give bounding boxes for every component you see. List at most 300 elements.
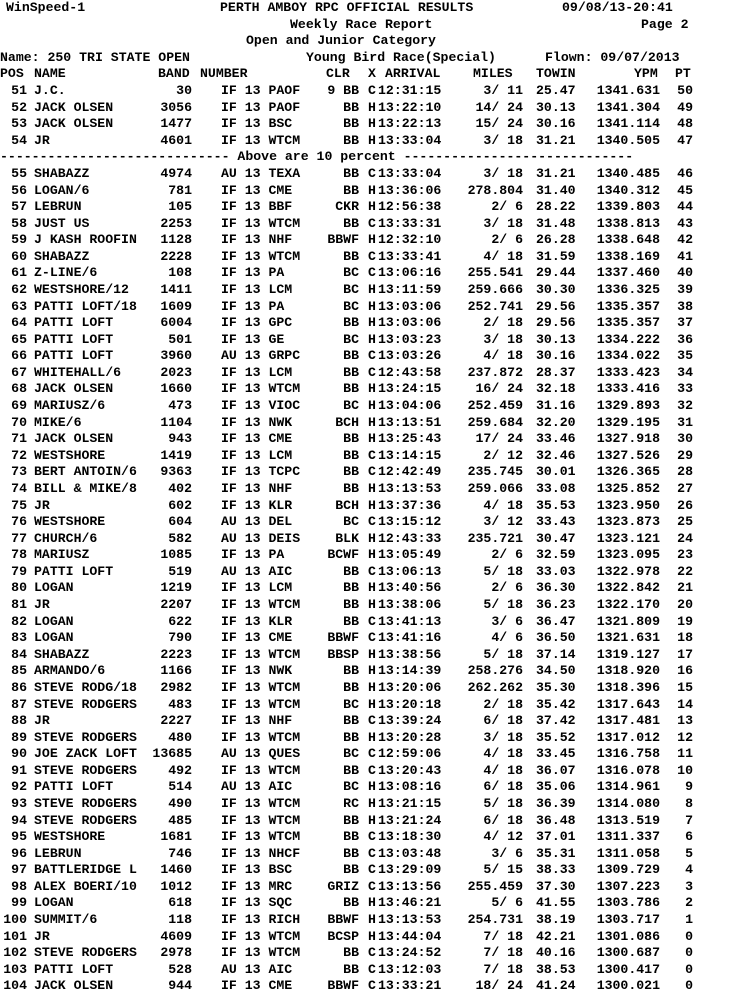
row-color: BC [343, 265, 359, 281]
row-band: 781 [168, 182, 192, 198]
result-row [0, 365, 739, 381]
row-band: 30 [176, 83, 192, 98]
row-points: 13 [677, 713, 693, 728]
row-miles: 5/ 6 [491, 895, 523, 911]
row-miles: 3/ 18 [483, 165, 523, 181]
row-band: 473 [168, 398, 192, 413]
result-row [0, 962, 739, 978]
row-sex: C [368, 978, 376, 994]
row-towin: 26.28 [536, 232, 576, 248]
row-ypm: 1322.842 [596, 580, 660, 596]
row-band: 1012 [160, 878, 192, 894]
row-points: 18 [677, 630, 693, 646]
row-pos: 78 [11, 547, 27, 563]
col-arrival: ARRIVAL [385, 66, 441, 81]
row-towin: 36.47 [536, 613, 576, 629]
category-title: Open and Junior Category [246, 33, 436, 48]
row-number: IF 13 GPC [221, 315, 293, 331]
row-arrival: 13:13:51 [378, 414, 442, 430]
row-pos: 102 [3, 945, 27, 961]
row-name: MARIUSZ/6 [34, 398, 106, 413]
row-points: 47 [677, 132, 693, 148]
row-color: CKR [335, 199, 359, 215]
row-color: BB [343, 99, 359, 115]
col-band: BAND [158, 66, 190, 81]
row-sex: C [368, 961, 376, 977]
flown-date: Flown: 09/07/2013 [545, 50, 680, 65]
row-pos: 60 [11, 248, 27, 264]
result-row [0, 415, 739, 431]
row-points: 6 [685, 829, 693, 845]
row-ypm: 1335.357 [596, 298, 660, 314]
row-sex: H [368, 298, 376, 314]
row-towin: 37.42 [536, 713, 576, 728]
row-arrival: 13:46:21 [378, 895, 442, 911]
row-towin: 32.46 [536, 447, 576, 463]
row-points: 19 [677, 613, 693, 629]
row-points: 41 [677, 248, 693, 264]
row-miles: 7/ 18 [483, 961, 523, 977]
row-pos: 66 [11, 348, 27, 364]
col-pt: PT [675, 66, 691, 81]
row-ypm: 1321.631 [596, 630, 660, 646]
row-towin: 33.43 [536, 514, 576, 530]
row-pos: 92 [11, 779, 27, 795]
row-miles: 2/ 6 [491, 199, 523, 215]
row-number: IF 13 NHF [221, 480, 293, 496]
row-arrival: 13:13:53 [378, 912, 442, 927]
row-pos: 69 [11, 398, 27, 413]
row-pos: 71 [11, 431, 27, 447]
row-pos: 85 [11, 663, 27, 679]
row-sex: C [368, 878, 376, 894]
row-number: IF 13 WTCM [221, 928, 301, 944]
row-pos: 97 [11, 862, 27, 878]
row-band: 790 [168, 630, 192, 646]
row-arrival: 13:13:56 [378, 878, 442, 894]
row-towin: 32.59 [536, 547, 576, 563]
row-miles: 2/ 18 [483, 315, 523, 331]
row-name: SHABAZZ [34, 165, 90, 181]
row-band: 1477 [160, 116, 192, 132]
row-arrival: 13:44:04 [378, 928, 442, 944]
row-sex: H [368, 182, 376, 198]
row-miles: 14/ 24 [475, 99, 523, 115]
row-towin: 30.13 [536, 99, 576, 115]
row-pos: 64 [11, 315, 27, 331]
row-band: 485 [168, 812, 192, 828]
row-miles: 16/ 24 [475, 381, 523, 397]
row-towin: 33.45 [536, 746, 576, 762]
row-band: 1419 [160, 447, 192, 463]
row-band: 480 [168, 729, 192, 745]
row-name: WESTSHORE [34, 829, 106, 845]
row-band: 1609 [160, 298, 192, 314]
result-row [0, 282, 739, 298]
row-towin: 33.46 [536, 431, 576, 447]
row-color: BC [343, 331, 359, 347]
row-number: IF 13 WTCM [221, 762, 301, 778]
row-name: CHURCH/6 [34, 530, 98, 546]
row-name: JR [34, 928, 50, 944]
col-ypm: YPM [634, 66, 658, 81]
row-miles: 252.741 [467, 298, 523, 314]
row-points: 42 [677, 232, 693, 248]
row-sex: H [368, 779, 376, 795]
row-arrival: 13:21:24 [378, 812, 442, 828]
result-row [0, 216, 739, 232]
row-towin: 37.30 [536, 878, 576, 894]
row-miles: 4/ 12 [483, 829, 523, 845]
row-color: BB [343, 580, 359, 596]
row-miles: 252.459 [467, 398, 523, 413]
row-towin: 30.01 [536, 464, 576, 480]
result-row [0, 299, 739, 315]
row-ypm: 1322.170 [596, 597, 660, 612]
row-ypm: 1333.416 [596, 381, 660, 397]
row-points: 39 [677, 282, 693, 297]
row-arrival: 13:29:09 [378, 862, 442, 878]
row-name: LOGAN [34, 895, 74, 911]
row-arrival: 13:15:12 [378, 514, 442, 530]
row-number: IF 13 BSC [221, 116, 293, 132]
row-band: 622 [168, 613, 192, 629]
row-name: JACK OLSEN [34, 978, 114, 994]
row-points: 29 [677, 447, 693, 463]
row-name: STEVE RODGERS [34, 812, 137, 828]
row-arrival: 13:41:16 [378, 630, 442, 646]
row-towin: 32.18 [536, 381, 576, 397]
row-number: IF 13 BSC [221, 862, 293, 878]
result-row [0, 929, 739, 945]
row-band: 483 [168, 696, 192, 712]
result-row [0, 763, 739, 779]
row-pos: 61 [11, 265, 27, 281]
row-band: 2982 [160, 679, 192, 695]
row-ypm: 1316.758 [596, 746, 660, 762]
row-name: PATTI LOFT [34, 331, 114, 347]
row-arrival: 13:20:06 [378, 679, 442, 695]
row-sex: H [368, 530, 376, 546]
row-band: 582 [168, 530, 192, 546]
row-number: AU 13 QUES [221, 746, 301, 762]
row-name: LOGAN [34, 630, 74, 646]
row-number: AU 13 AIC [221, 961, 293, 977]
row-band: 492 [168, 762, 192, 778]
row-band: 604 [168, 514, 192, 530]
row-number: IF 13 GE [221, 331, 285, 347]
row-band: 1411 [160, 282, 192, 297]
result-row [0, 232, 739, 248]
row-pos: 100 [3, 912, 27, 927]
row-number: IF 13 BBF [221, 199, 293, 215]
row-number: IF 13 CME [221, 182, 293, 198]
row-sex: C [368, 563, 376, 579]
row-arrival: 12:32:10 [378, 232, 442, 248]
row-points: 49 [677, 99, 693, 115]
result-row [0, 348, 739, 364]
row-arrival: 13:36:06 [378, 182, 442, 198]
row-color: BC [343, 696, 359, 712]
row-arrival: 13:18:30 [378, 829, 442, 845]
row-number: IF 13 LCM [221, 282, 293, 297]
print-timestamp: 09/08/13-20:41 [562, 0, 673, 15]
row-name: JACK OLSEN [34, 381, 114, 397]
row-name: LOGAN/6 [34, 182, 90, 198]
row-name: ARMANDO/6 [34, 663, 106, 679]
row-name: JR [34, 497, 50, 513]
result-row [0, 547, 739, 563]
row-name: Z-LINE/6 [34, 265, 98, 281]
row-band: 746 [168, 845, 192, 861]
row-sex: H [368, 580, 376, 596]
row-number: IF 13 WTCM [221, 795, 301, 811]
row-arrival: 13:14:39 [378, 663, 442, 679]
row-number: IF 13 VIOC [221, 398, 301, 413]
row-band: 528 [168, 961, 192, 977]
row-towin: 36.23 [536, 597, 576, 612]
row-name: STEVE RODGERS [34, 795, 137, 811]
row-sex: H [368, 497, 376, 513]
row-number: IF 13 NWK [221, 414, 293, 430]
row-towin: 38.53 [536, 961, 576, 977]
row-number: IF 13 WTCM [221, 729, 301, 745]
row-color: BB [343, 480, 359, 496]
row-name: JACK OLSEN [34, 99, 114, 115]
col-miles: MILES [473, 66, 513, 81]
row-ypm: 1313.519 [596, 812, 660, 828]
row-sex: H [368, 812, 376, 828]
row-band: 9363 [160, 464, 192, 480]
row-ypm: 1329.893 [596, 398, 660, 413]
row-pos: 87 [11, 696, 27, 712]
result-row [0, 531, 739, 547]
row-number: IF 13 WTCM [221, 381, 301, 397]
result-row [0, 713, 739, 729]
row-color: BB [343, 563, 359, 579]
row-sex: H [368, 480, 376, 496]
row-sex: H [368, 547, 376, 563]
row-miles: 259.666 [467, 282, 523, 297]
row-miles: 3/ 18 [483, 729, 523, 745]
row-pos: 82 [11, 613, 27, 629]
row-pos: 55 [11, 165, 27, 181]
result-row [0, 912, 739, 928]
row-sex: C [368, 862, 376, 878]
row-ypm: 1317.012 [596, 729, 660, 745]
row-band: 1460 [160, 862, 192, 878]
result-row [0, 498, 739, 514]
row-points: 20 [677, 597, 693, 612]
row-ypm: 1316.078 [596, 762, 660, 778]
row-towin: 36.50 [536, 630, 576, 646]
row-name: STEVE RODGERS [34, 729, 137, 745]
row-ypm: 1317.481 [596, 713, 660, 728]
row-points: 8 [685, 795, 693, 811]
row-points: 36 [677, 331, 693, 347]
row-arrival: 13:08:16 [378, 779, 442, 795]
row-points: 38 [677, 298, 693, 314]
result-row [0, 945, 739, 961]
row-ypm: 1311.058 [596, 845, 660, 861]
row-ypm: 1303.786 [596, 895, 660, 911]
row-name: WHITEHALL/6 [34, 364, 122, 380]
row-color: BC [343, 282, 359, 297]
row-number: IF 13 CME [221, 431, 293, 447]
row-points: 31 [677, 414, 693, 430]
row-name: LOGAN [34, 613, 74, 629]
row-arrival: 13:06:16 [378, 265, 442, 281]
row-towin: 40.16 [536, 945, 576, 961]
row-band: 2228 [160, 248, 192, 264]
row-arrival: 13:39:24 [378, 713, 442, 728]
row-points: 30 [677, 431, 693, 447]
row-ypm: 1325.852 [596, 480, 660, 496]
row-points: 5 [685, 845, 693, 861]
row-arrival: 12:56:38 [378, 199, 442, 215]
row-sex: C [368, 83, 376, 98]
row-towin: 31.40 [536, 182, 576, 198]
row-sex: C [368, 746, 376, 762]
row-arrival: 12:42:49 [378, 464, 442, 480]
row-towin: 35.52 [536, 729, 576, 745]
result-row [0, 265, 739, 281]
row-miles: 255.459 [467, 878, 523, 894]
row-number: IF 13 CME [221, 630, 293, 646]
row-number: IF 13 LCM [221, 364, 293, 380]
row-miles: 235.745 [467, 464, 523, 480]
row-pos: 93 [11, 795, 27, 811]
row-color: BCWF [327, 547, 359, 563]
row-points: 10 [677, 762, 693, 778]
row-pos: 88 [11, 713, 27, 728]
row-band: 490 [168, 795, 192, 811]
result-row [0, 100, 739, 116]
row-arrival: 13:22:10 [378, 99, 442, 115]
row-color: BB [343, 132, 359, 148]
row-ypm: 1326.365 [596, 464, 660, 480]
row-miles: 4/ 6 [491, 630, 523, 646]
row-pos: 74 [11, 480, 27, 496]
row-sex: H [368, 795, 376, 811]
row-number: IF 13 WTCM [221, 597, 301, 612]
row-arrival: 13:14:15 [378, 447, 442, 463]
row-band: 118 [168, 912, 192, 927]
row-points: 21 [677, 580, 693, 596]
row-band: 1166 [160, 663, 192, 679]
row-sex: C [368, 613, 376, 629]
row-color: BB [343, 381, 359, 397]
row-pos: 70 [11, 414, 27, 430]
row-towin: 37.14 [536, 646, 576, 662]
row-number: IF 13 WTCM [221, 679, 301, 695]
row-sex: H [368, 398, 376, 413]
row-miles: 259.684 [467, 414, 523, 430]
row-points: 0 [685, 961, 693, 977]
row-name: BATTLERIDGE L [34, 862, 137, 878]
row-name: JR [34, 713, 50, 728]
race-info-line [0, 50, 739, 66]
row-miles: 262.262 [467, 679, 523, 695]
row-points: 25 [677, 514, 693, 530]
row-color: BCSP [327, 928, 359, 944]
row-number: IF 13 KLR [221, 613, 293, 629]
row-miles: 6/ 18 [483, 812, 523, 828]
row-number: IF 13 WTCM [221, 132, 301, 148]
col-number: NUMBER [200, 66, 248, 81]
row-miles: 4/ 18 [483, 248, 523, 264]
column-header-row [0, 66, 739, 82]
row-name: LOGAN [34, 580, 74, 596]
row-miles: 2/ 6 [491, 232, 523, 248]
race-name: Name: 250 TRI STATE OPEN [0, 50, 190, 65]
row-points: 0 [685, 978, 693, 994]
row-sex: H [368, 315, 376, 331]
row-color: BB [343, 431, 359, 447]
col-towin: TOWIN [536, 66, 576, 81]
row-points: 26 [677, 497, 693, 513]
row-sex: C [368, 165, 376, 181]
report-header-line-1 [0, 0, 739, 16]
result-row [0, 879, 739, 895]
row-miles: 4/ 18 [483, 497, 523, 513]
row-arrival: 12:31:15 [378, 83, 442, 98]
result-row [0, 680, 739, 696]
row-ypm: 1329.195 [596, 414, 660, 430]
row-color: BBSP [327, 646, 359, 662]
row-points: 0 [685, 928, 693, 944]
row-towin: 25.47 [536, 83, 576, 98]
row-points: 37 [677, 315, 693, 331]
row-towin: 29.44 [536, 265, 576, 281]
row-band: 6004 [160, 315, 192, 331]
row-band: 1085 [160, 547, 192, 563]
row-number: IF 13 CME [221, 978, 293, 994]
row-points: 34 [677, 364, 693, 380]
result-row [0, 116, 739, 132]
row-miles: 15/ 24 [475, 116, 523, 132]
row-color: BCH [335, 497, 359, 513]
row-pos: 84 [11, 646, 27, 662]
row-ypm: 1318.396 [596, 679, 660, 695]
row-towin: 35.30 [536, 679, 576, 695]
row-towin: 31.48 [536, 215, 576, 231]
result-row [0, 199, 739, 215]
result-row [0, 481, 739, 497]
result-row [0, 978, 739, 994]
result-row [0, 746, 739, 762]
row-points: 22 [677, 563, 693, 579]
row-ypm: 1337.460 [596, 265, 660, 281]
row-towin: 28.22 [536, 199, 576, 215]
row-name: SHABAZZ [34, 248, 90, 264]
row-arrival: 13:20:18 [378, 696, 442, 712]
row-name: MARIUSZ [34, 547, 90, 563]
row-number: AU 13 TEXA [221, 165, 301, 181]
row-points: 45 [677, 182, 693, 198]
row-sex: C [368, 713, 376, 728]
row-number: IF 13 TCPC [221, 464, 301, 480]
row-name: J KASH ROOFIN [34, 232, 137, 248]
row-towin: 36.30 [536, 580, 576, 596]
result-row [0, 249, 739, 265]
row-pos: 89 [11, 729, 27, 745]
row-name: STEVE RODG/18 [34, 679, 137, 695]
row-band: 4601 [160, 132, 192, 148]
row-towin: 31.21 [536, 132, 576, 148]
result-row [0, 796, 739, 812]
row-ypm: 1318.920 [596, 663, 660, 679]
